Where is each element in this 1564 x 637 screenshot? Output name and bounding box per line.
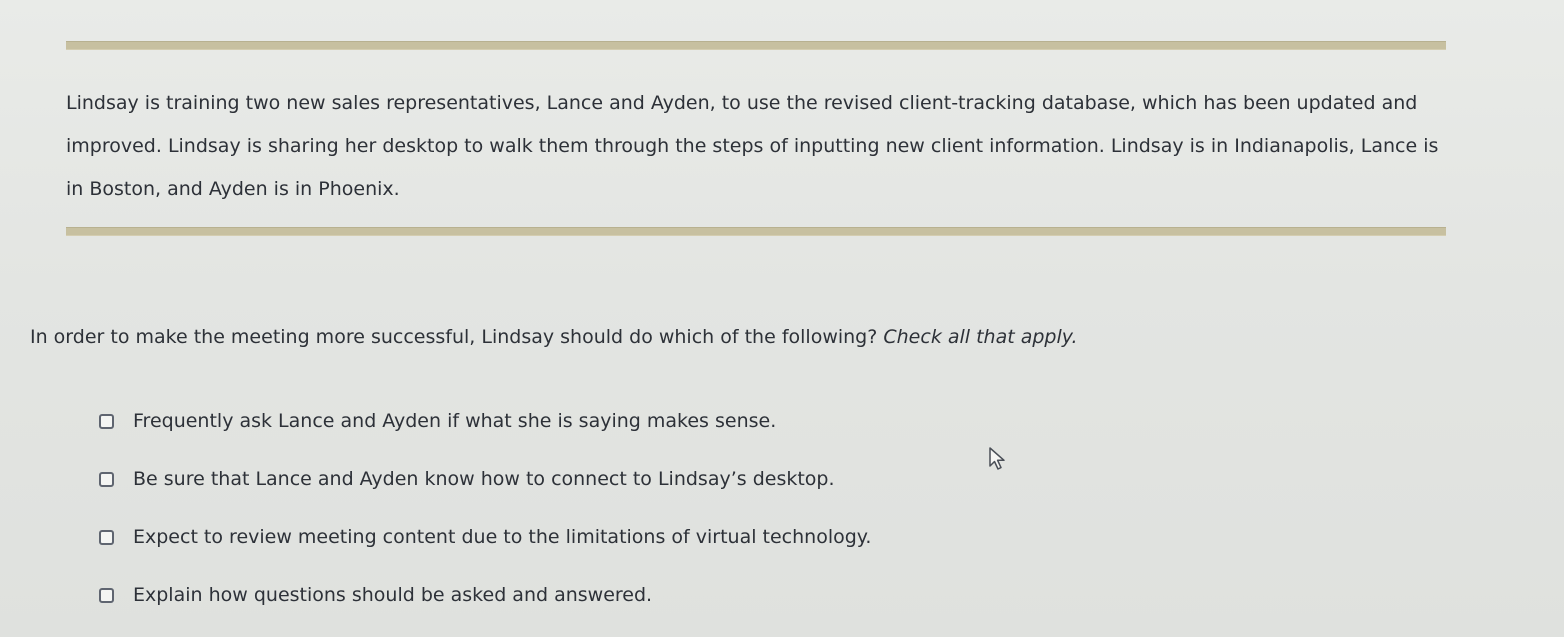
question-prompt bbox=[30, 322, 1330, 352]
mouse-pointer-icon bbox=[988, 446, 1008, 472]
passage-bottom-divider bbox=[66, 227, 1446, 236]
answer-option-1[interactable] bbox=[99, 392, 871, 450]
checkbox-option-2[interactable] bbox=[99, 472, 114, 487]
passage-top-divider bbox=[66, 41, 1446, 50]
question-instruction: Check all that apply. bbox=[883, 326, 1078, 348]
scenario-passage: Lindsay is training two new sales representatives, Lance and Ayden, to use the revised client-tracking database, which has been updated and improved. Lindsay is sharing her desktop to walk them through the steps of inputting new client information. Lindsay is in Indianapolis, Lance is in Boston, and Ayden is in Phoenix. bbox=[66, 92, 1439, 200]
answer-option-2[interactable] bbox=[99, 450, 871, 508]
answer-option-4[interactable] bbox=[99, 566, 871, 624]
checkbox-option-1[interactable] bbox=[99, 414, 114, 429]
answer-options-list bbox=[99, 392, 871, 624]
answer-option-label[interactable]: Frequently ask Lance and Ayden if what she is saying makes sense. bbox=[133, 410, 777, 432]
answer-option-label[interactable]: Be sure that Lance and Ayden know how to connect to Lindsay’s desktop. bbox=[133, 468, 835, 490]
answer-option-label[interactable]: Expect to review meeting content due to the limitations of virtual technology. bbox=[133, 526, 872, 548]
question-text: In order to make the meeting more successful, Lindsay should do which of the following? bbox=[30, 326, 878, 348]
answer-option-3[interactable] bbox=[99, 508, 871, 566]
answer-option-label[interactable]: Explain how questions should be asked and answered. bbox=[133, 584, 653, 606]
checkbox-option-3[interactable] bbox=[99, 530, 114, 545]
checkbox-option-4[interactable] bbox=[99, 588, 114, 603]
